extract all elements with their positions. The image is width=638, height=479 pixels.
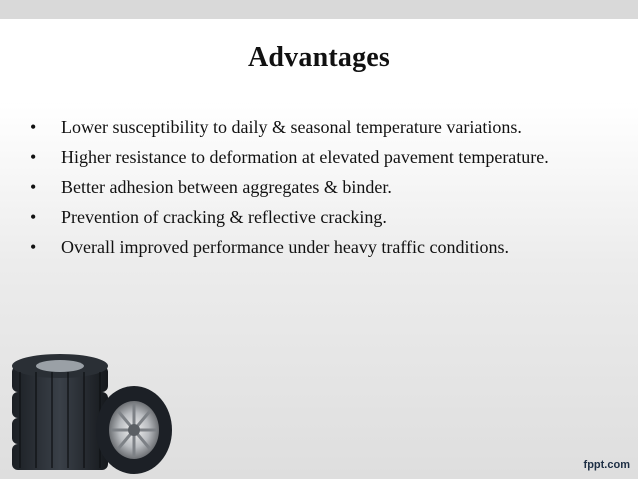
slide-top-bar	[0, 0, 638, 19]
bullet-dot: •	[30, 147, 37, 167]
bullet-item	[30, 206, 605, 229]
bullet-list	[30, 116, 605, 266]
bullet-item	[30, 176, 605, 199]
bullet-text: Lower susceptibility to daily & seasonal temperature variations.	[61, 117, 522, 137]
fppt-watermark: fppt.com	[583, 459, 630, 471]
tire-stack	[12, 354, 108, 470]
bullet-dot: •	[30, 207, 37, 227]
bullet-text: Overall improved performance under heavy traffic conditions.	[61, 237, 509, 257]
stacked-tires-image	[6, 348, 176, 476]
slide-title: Advantages	[247, 42, 390, 73]
bullet-item	[30, 116, 605, 139]
bullet-dot: •	[30, 237, 37, 257]
bullet-dot: •	[30, 117, 37, 137]
bullet-text: Better adhesion between aggregates & binder.	[61, 177, 392, 197]
bullet-item	[30, 146, 605, 169]
bullet-dot: •	[30, 177, 37, 197]
bullet-text: Prevention of cracking & reflective cracking.	[61, 207, 387, 227]
bullet-item	[30, 236, 605, 259]
leaning-tire	[96, 386, 172, 474]
bullet-text: Higher resistance to deformation at elevated pavement temperature.	[61, 147, 549, 167]
